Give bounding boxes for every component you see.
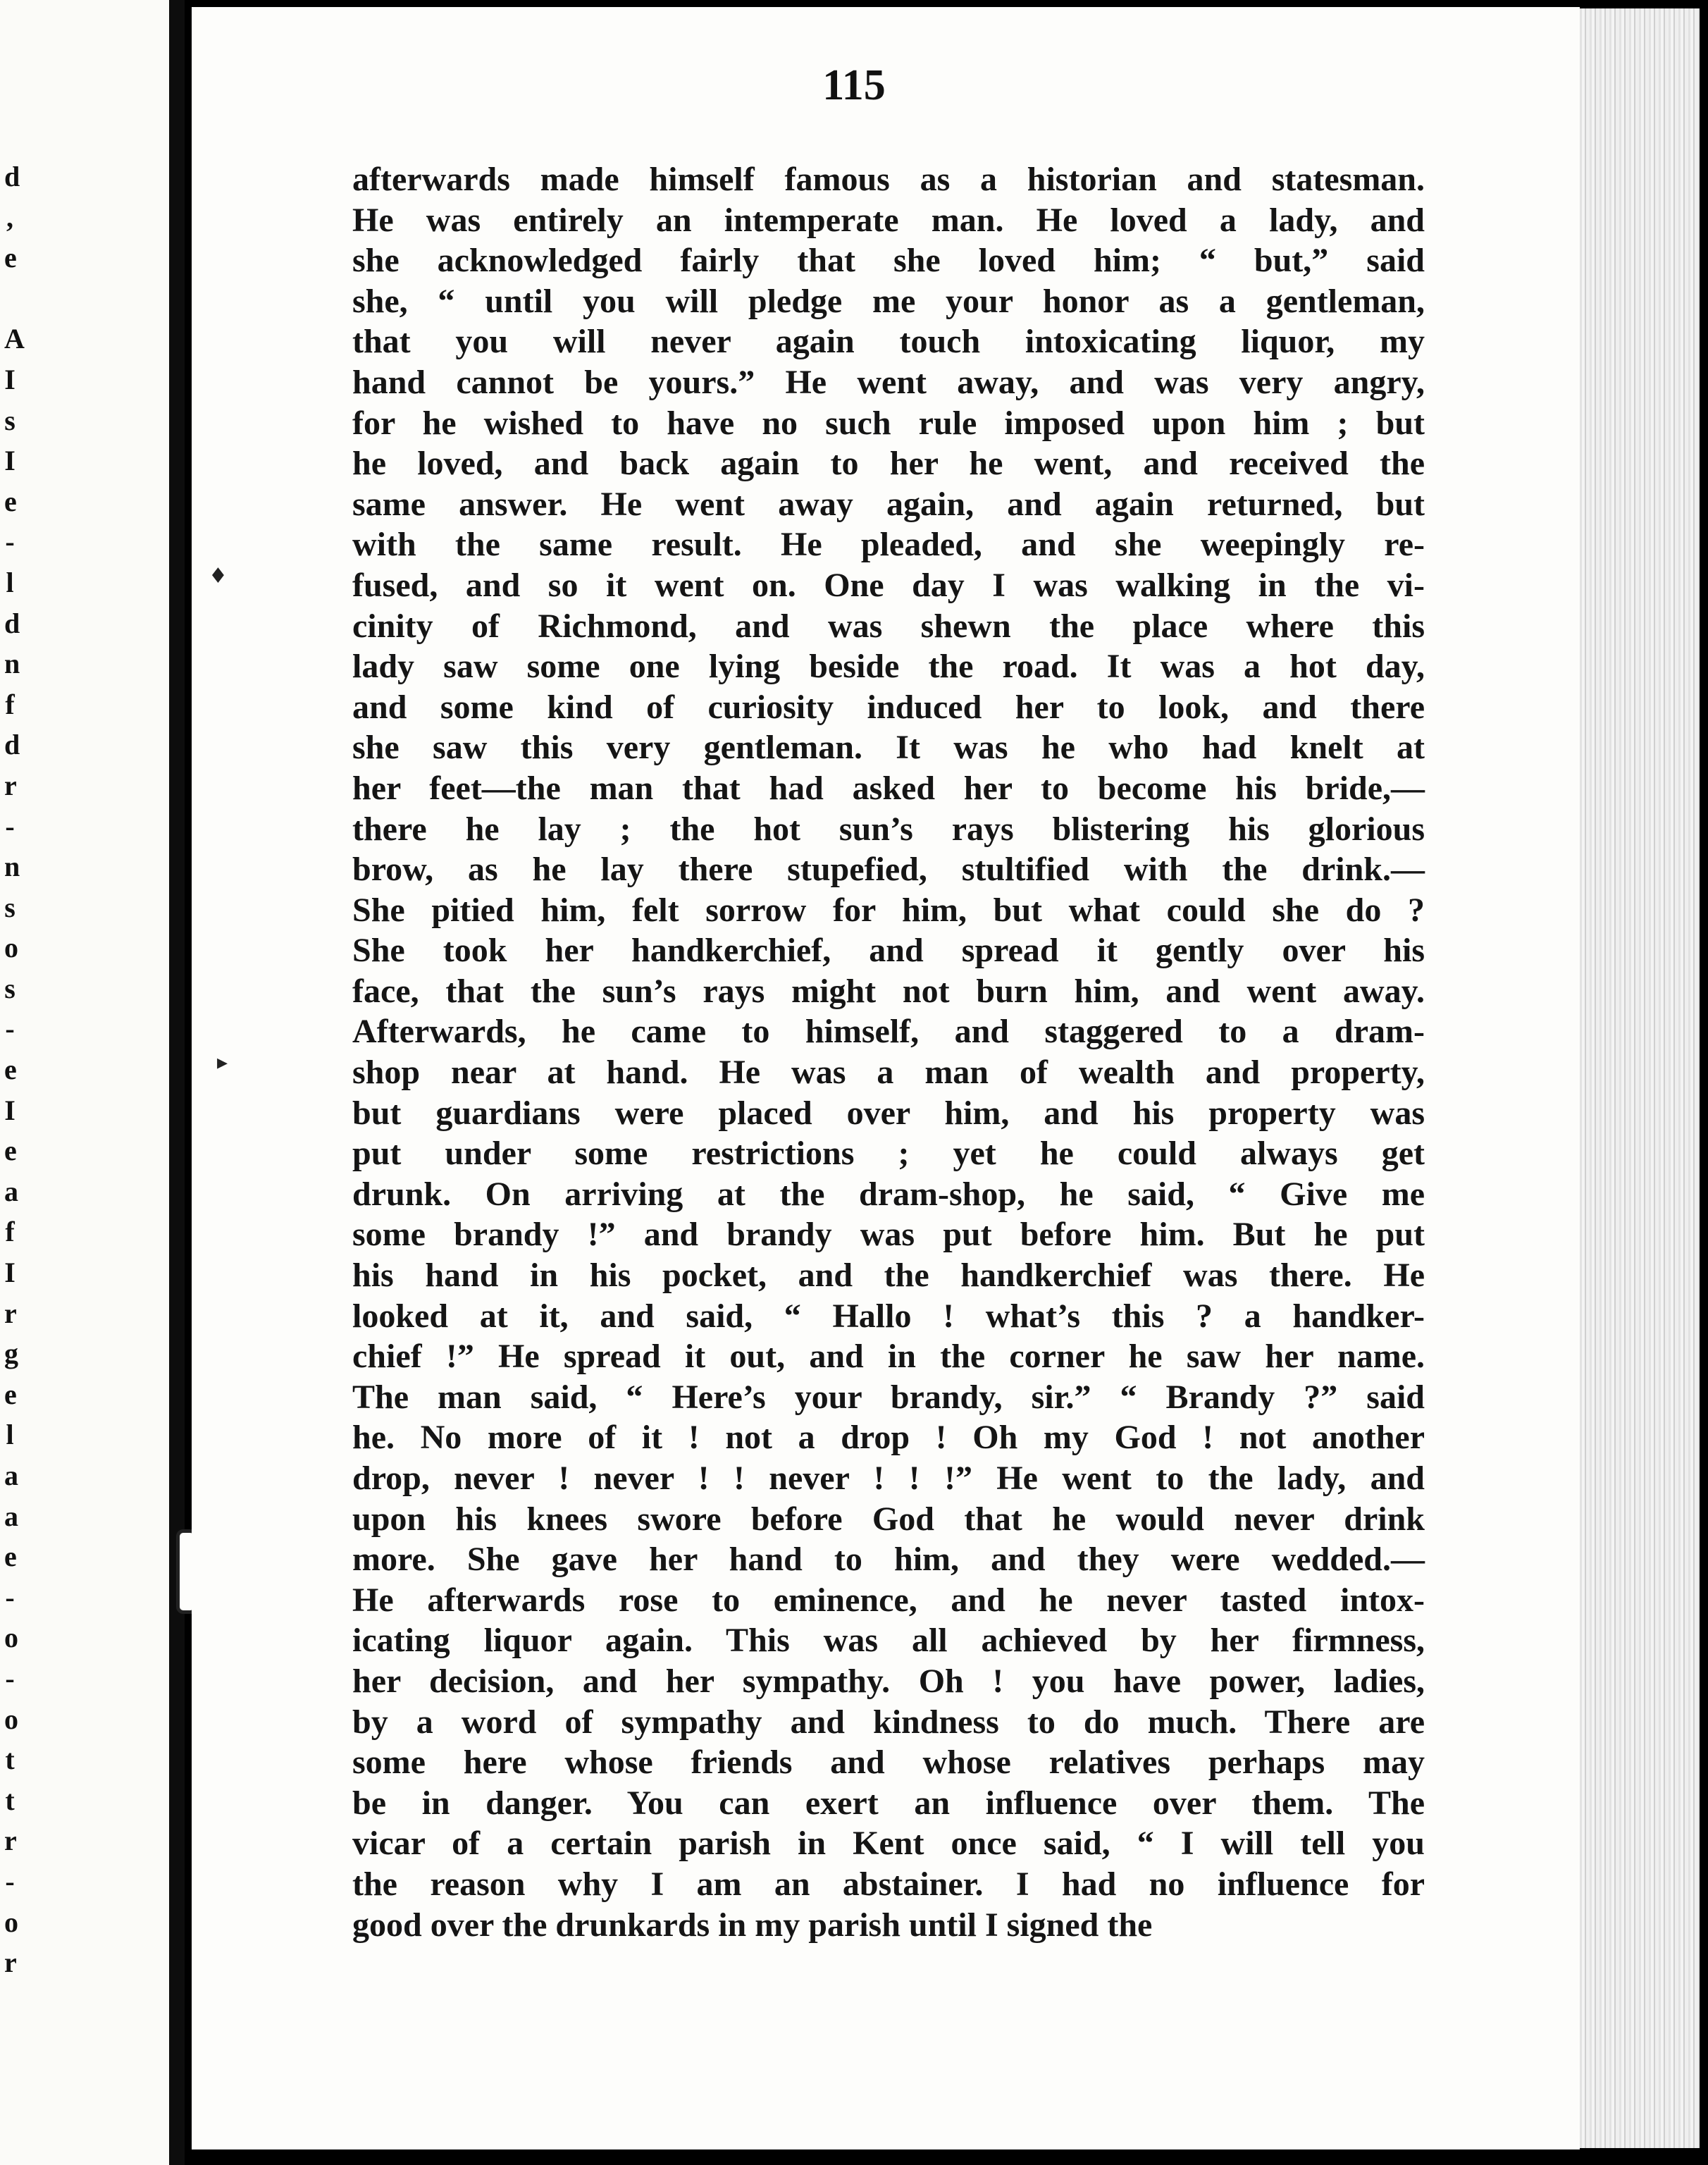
left-fragment: o	[4, 1622, 18, 1654]
left-fragment: g	[4, 1338, 18, 1370]
left-fragment: f	[5, 1216, 15, 1248]
text-line: put under some restrictions ; yet he could always get	[352, 1135, 1425, 1173]
left-fragment: I	[4, 1094, 16, 1126]
text-line: icating liquor again. This was all achieved by her firmness,	[352, 1622, 1425, 1660]
body-text	[352, 159, 1425, 1945]
text-line: she, “ until you will pledge me your honor as a gentleman,	[352, 282, 1425, 320]
text-line: The man said, “ Here’s your brandy, sir.” “ Brandy ?” said	[352, 1378, 1425, 1416]
left-fragment: o	[4, 1906, 18, 1938]
text-line: She took her handkerchief, and spread it gently over his	[352, 932, 1425, 970]
left-fragment: r	[4, 1297, 17, 1329]
left-fragment: e	[4, 1541, 17, 1573]
left-fragment: n	[4, 648, 20, 680]
text-line: some brandy !” and brandy was put before him. But he put	[352, 1216, 1425, 1254]
text-line: hand cannot be yours.” He went away, and was very angry,	[352, 363, 1425, 401]
left-fragment: e	[4, 242, 17, 274]
page-number: 115	[822, 61, 886, 109]
text-line: He was entirely an intemperate man. He loved a lady, and	[352, 201, 1425, 239]
left-fragment: a	[4, 1500, 18, 1532]
left-fragment: e	[4, 1054, 17, 1086]
text-line: upon his knees swore before God that he would never drink	[352, 1500, 1425, 1538]
left-fragment: s	[4, 404, 16, 436]
left-fragment: -	[5, 1581, 15, 1613]
left-fragment: r	[4, 769, 17, 801]
left-fragment: s	[4, 891, 16, 923]
left-fragment: l	[6, 566, 14, 598]
left-fragment: r	[4, 1825, 17, 1857]
text-line: more. She gave her hand to him, and they were wedded.—	[352, 1541, 1425, 1579]
left-fragment: -	[5, 1865, 15, 1897]
text-line: but guardians were placed over him, and his property was	[352, 1094, 1425, 1132]
left-fragment: s	[4, 972, 16, 1004]
left-fragment: I	[4, 445, 16, 477]
text-line: he loved, and back again to her he went, and received the	[352, 445, 1425, 483]
text-line: with the same result. He pleaded, and she weepingly re-	[352, 526, 1425, 564]
text-line: the reason why I am an abstainer. I had no influence for	[352, 1865, 1425, 1903]
text-line: shop near at hand. He was a man of wealth and property,	[352, 1054, 1425, 1092]
text-line: Afterwards, he came to himself, and staggered to a dram-	[352, 1013, 1425, 1051]
text-line: chief !” He spread it out, and in the corner he saw her name.	[352, 1338, 1425, 1376]
text-line: lady saw some one lying beside the road. It was a hot day,	[352, 648, 1425, 686]
left-fragment: d	[4, 607, 20, 639]
left-fragment: e	[4, 1378, 17, 1410]
left-fragment: t	[5, 1744, 15, 1776]
text-line: he. No more of it ! not a drop ! Oh my God ! not another	[352, 1419, 1425, 1457]
text-line: drop, never ! never ! ! never ! ! !” He went to the lady, and	[352, 1460, 1425, 1497]
text-line: and some kind of curiosity induced her to look, and there	[352, 688, 1425, 726]
text-line: looked at it, and said, “ Hallo ! what’s this ? a handker-	[352, 1297, 1425, 1335]
left-fragment: d	[4, 161, 20, 192]
text-line: some here whose friends and whose relatives perhaps may	[352, 1744, 1425, 1782]
left-fragment: f	[5, 688, 15, 720]
text-line: by a word of sympathy and kindness to do much. There are	[352, 1703, 1425, 1741]
left-fragment: e	[4, 1135, 17, 1167]
left-page	[0, 0, 180, 2165]
page-edges	[1580, 8, 1700, 2148]
text-line: face, that the sun’s rays might not burn him, and went away.	[352, 972, 1425, 1010]
text-line: good over the drunkards in my parish until I signed the	[352, 1906, 1153, 1944]
text-line: that you will never again touch intoxicating liquor, my	[352, 323, 1425, 361]
left-fragment	[4, 278, 16, 319]
text-line: there he lay ; the hot sun’s rays blistering his glorious	[352, 810, 1425, 848]
text-line: fused, and so it went on. One day I was walking in the vi-	[352, 566, 1425, 604]
margin-mark: ▸	[217, 1050, 228, 1075]
text-line: cinity of Richmond, and was shewn the place where this	[352, 607, 1425, 645]
margin-mark: ♦	[209, 564, 228, 588]
left-fragment: d	[4, 729, 20, 761]
left-fragment: I	[4, 363, 16, 395]
book-gutter	[169, 0, 185, 2165]
left-fragment: -	[5, 1662, 15, 1694]
text-line: drunk. On arriving at the dram-shop, he said, “ Give me	[352, 1175, 1425, 1213]
text-line: He afterwards rose to eminence, and he never tasted intox-	[352, 1581, 1425, 1619]
left-fragment: -	[5, 1013, 15, 1045]
left-fragment: e	[4, 485, 17, 517]
text-line: she saw this very gentleman. It was he who had knelt at	[352, 729, 1425, 767]
text-line: her feet—the man that had asked her to become his bride,—	[352, 769, 1425, 807]
text-line: vicar of a certain parish in Kent once said, “ I will tell you	[352, 1825, 1425, 1863]
left-fragment: -	[5, 526, 15, 558]
text-line: She pitied him, felt sorrow for him, but what could she do ?	[352, 891, 1425, 929]
text-line: for he wished to have no such rule imposed upon him ; but	[352, 404, 1425, 442]
left-fragment: r	[4, 1947, 17, 1979]
text-line: she acknowledged fairly that she loved him; “ but,” said	[352, 242, 1425, 280]
left-fragment: o	[4, 1703, 18, 1735]
text-line: be in danger. You can exert an influence over them. The	[352, 1784, 1425, 1822]
text-line: same answer. He went away again, and again returned, but	[352, 485, 1425, 523]
left-fragment: A	[4, 323, 25, 355]
left-page-fragments	[4, 156, 25, 1983]
text-line: afterwards made himself famous as a historian and statesman.	[352, 161, 1425, 198]
text-line: brow, as he lay there stupefied, stultified with the drink.—	[352, 851, 1425, 889]
left-fragment: -	[5, 810, 15, 842]
left-fragment: I	[4, 1257, 16, 1289]
left-fragment: l	[6, 1419, 14, 1451]
left-fragment: o	[4, 932, 18, 964]
left-fragment: ,	[6, 201, 13, 233]
left-fragment: a	[4, 1175, 18, 1207]
text-line: his hand in his pocket, and the handkerchief was there. He	[352, 1257, 1425, 1295]
left-fragment: n	[4, 851, 20, 883]
left-fragment: t	[5, 1784, 15, 1816]
left-fragment: a	[4, 1460, 18, 1491]
text-line: her decision, and her sympathy. Oh ! you have power, ladies,	[352, 1662, 1425, 1700]
